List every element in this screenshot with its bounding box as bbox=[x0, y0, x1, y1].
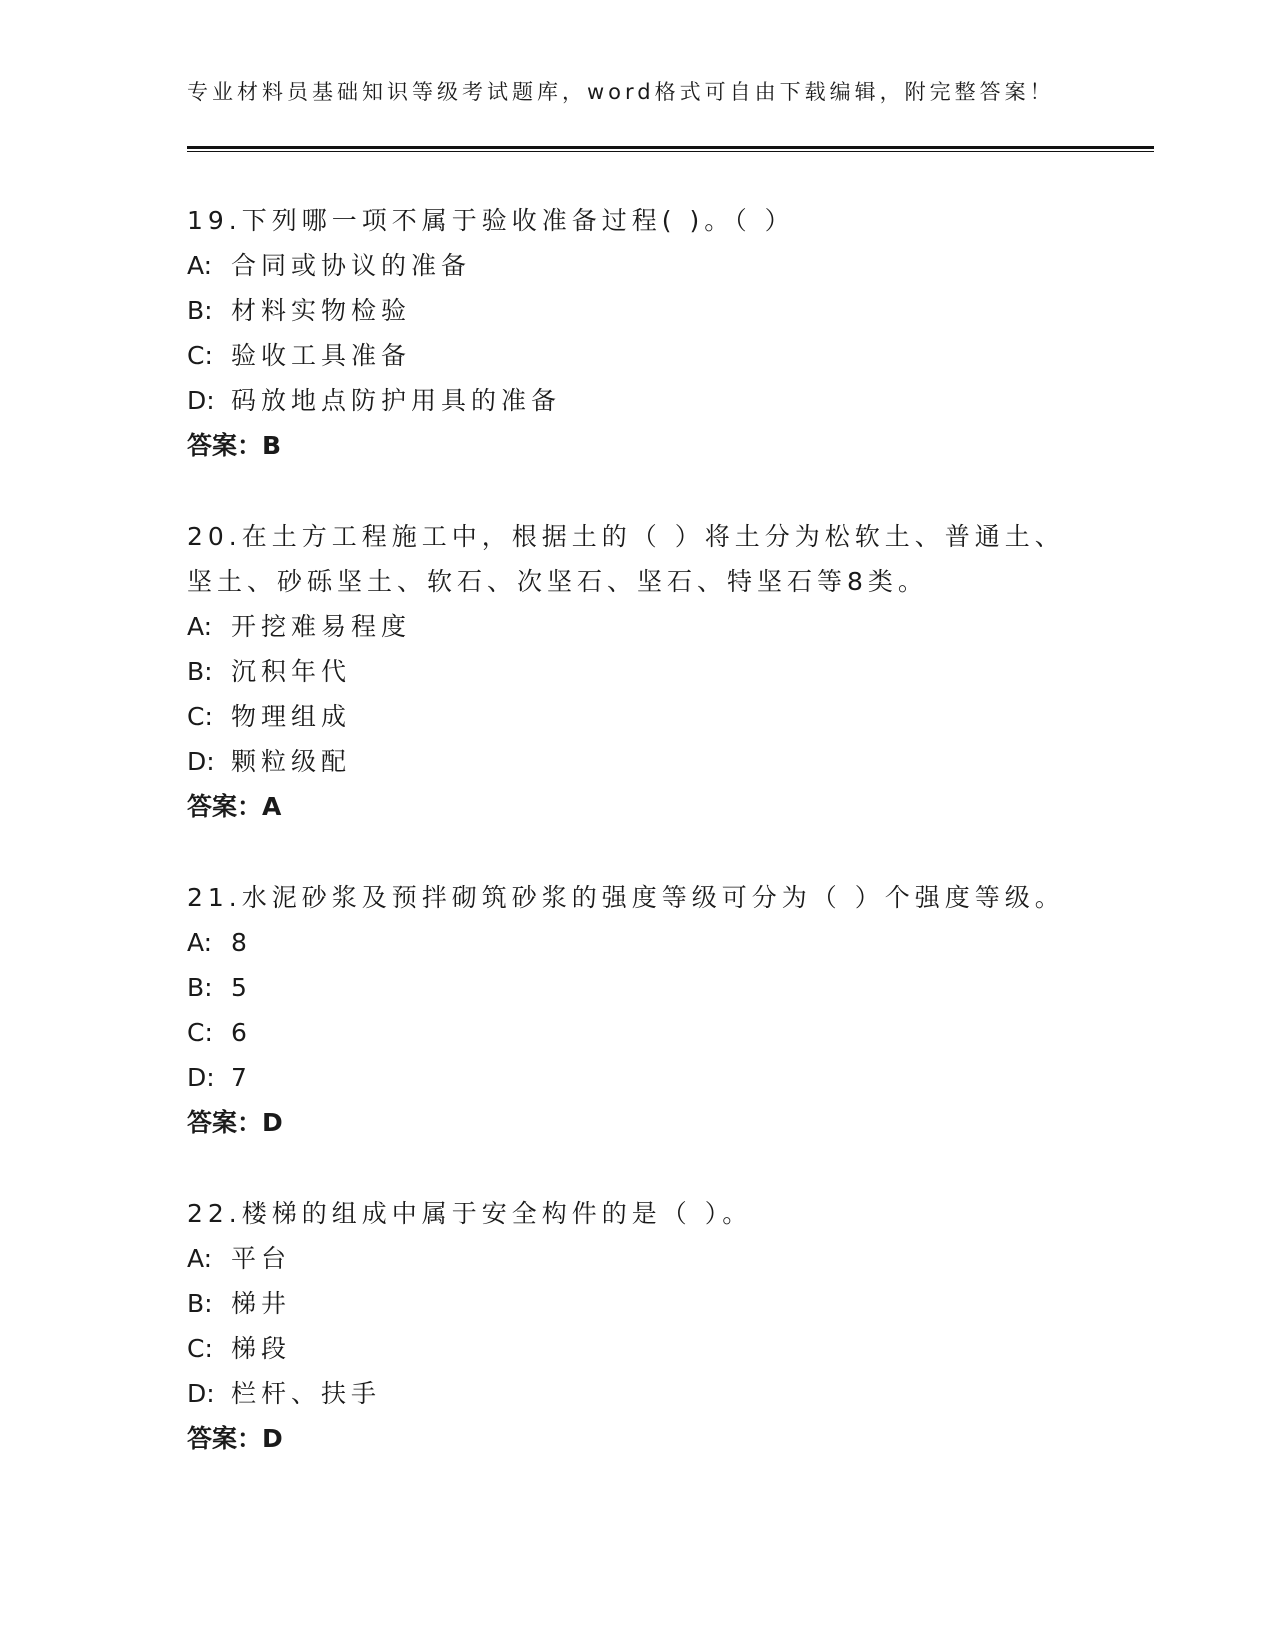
option-d bbox=[187, 378, 1087, 423]
option-c bbox=[187, 333, 1087, 378]
option-text: 平台 bbox=[231, 1244, 292, 1273]
option-letter: C: bbox=[187, 1018, 213, 1047]
option-text: 码放地点防护用具的准备 bbox=[231, 386, 562, 415]
option-d bbox=[187, 1055, 1087, 1100]
option-letter: D: bbox=[187, 1063, 215, 1092]
option-letter: B: bbox=[187, 296, 213, 325]
option-a bbox=[187, 243, 1087, 288]
option-letter: B: bbox=[187, 973, 213, 1002]
option-b bbox=[187, 288, 1087, 333]
question-19 bbox=[187, 198, 1087, 468]
option-text: 颗粒级配 bbox=[231, 747, 352, 776]
option-d bbox=[187, 1371, 1087, 1416]
question-text: 21.水泥砂浆及预拌砌筑砂浆的强度等级可分为（ ）个强度等级。 bbox=[187, 883, 1065, 912]
option-text: 8 bbox=[231, 928, 252, 957]
option-letter: B: bbox=[187, 1289, 213, 1318]
option-text: 梯段 bbox=[231, 1334, 292, 1363]
option-text: 验收工具准备 bbox=[231, 341, 412, 370]
option-text: 7 bbox=[231, 1063, 252, 1092]
option-text: 合同或协议的准备 bbox=[231, 251, 472, 280]
option-text: 6 bbox=[231, 1018, 252, 1047]
option-letter: D: bbox=[187, 1379, 215, 1408]
question-21 bbox=[187, 875, 1087, 1145]
option-a bbox=[187, 920, 1087, 965]
option-letter: C: bbox=[187, 702, 213, 731]
option-text: 沉积年代 bbox=[231, 657, 352, 686]
option-letter: C: bbox=[187, 341, 213, 370]
option-c bbox=[187, 694, 1087, 739]
option-letter: A: bbox=[187, 612, 213, 641]
option-text: 材料实物检验 bbox=[231, 296, 412, 325]
option-letter: C: bbox=[187, 1334, 213, 1363]
answer-label: 答案：B bbox=[187, 431, 282, 460]
option-letter: A: bbox=[187, 1244, 213, 1273]
option-text: 梯井 bbox=[231, 1289, 292, 1318]
question-22 bbox=[187, 1191, 1087, 1461]
option-text: 开挖难易程度 bbox=[231, 612, 412, 641]
question-20 bbox=[187, 514, 1087, 829]
option-a bbox=[187, 1236, 1087, 1281]
option-a bbox=[187, 604, 1087, 649]
answer-label: 答案：D bbox=[187, 1108, 283, 1137]
question-text: 19.下列哪一项不属于验收准备过程( )。（ ） bbox=[187, 206, 795, 235]
option-text: 物理组成 bbox=[231, 702, 352, 731]
option-d bbox=[187, 739, 1087, 784]
option-text: 栏杆、扶手 bbox=[231, 1379, 382, 1408]
option-letter: B: bbox=[187, 657, 213, 686]
answer-label: 答案：A bbox=[187, 792, 282, 821]
document-header: 专业材料员基础知识等级考试题库，word格式可自由下载编辑，附完整答案！ bbox=[187, 80, 1055, 104]
question-list bbox=[187, 198, 1087, 1507]
option-letter: A: bbox=[187, 928, 213, 957]
option-b bbox=[187, 1281, 1087, 1326]
option-c bbox=[187, 1326, 1087, 1371]
option-b bbox=[187, 649, 1087, 694]
option-text: 5 bbox=[231, 973, 252, 1002]
option-letter: A: bbox=[187, 251, 213, 280]
question-text: 20.在土方工程施工中，根据土的（ ）将土分为松软土、普通土、坚土、砂砾坚土、软石、次坚石、坚石、特坚石等8类。 bbox=[187, 522, 1065, 596]
option-letter: D: bbox=[187, 386, 215, 415]
question-text: 22.楼梯的组成中属于安全构件的是（ ）。 bbox=[187, 1199, 753, 1228]
option-b bbox=[187, 965, 1087, 1010]
header-rule-thick bbox=[187, 146, 1154, 149]
answer-label: 答案：D bbox=[187, 1424, 283, 1453]
header-rule-thin bbox=[187, 151, 1154, 152]
option-letter: D: bbox=[187, 747, 215, 776]
option-c bbox=[187, 1010, 1087, 1055]
